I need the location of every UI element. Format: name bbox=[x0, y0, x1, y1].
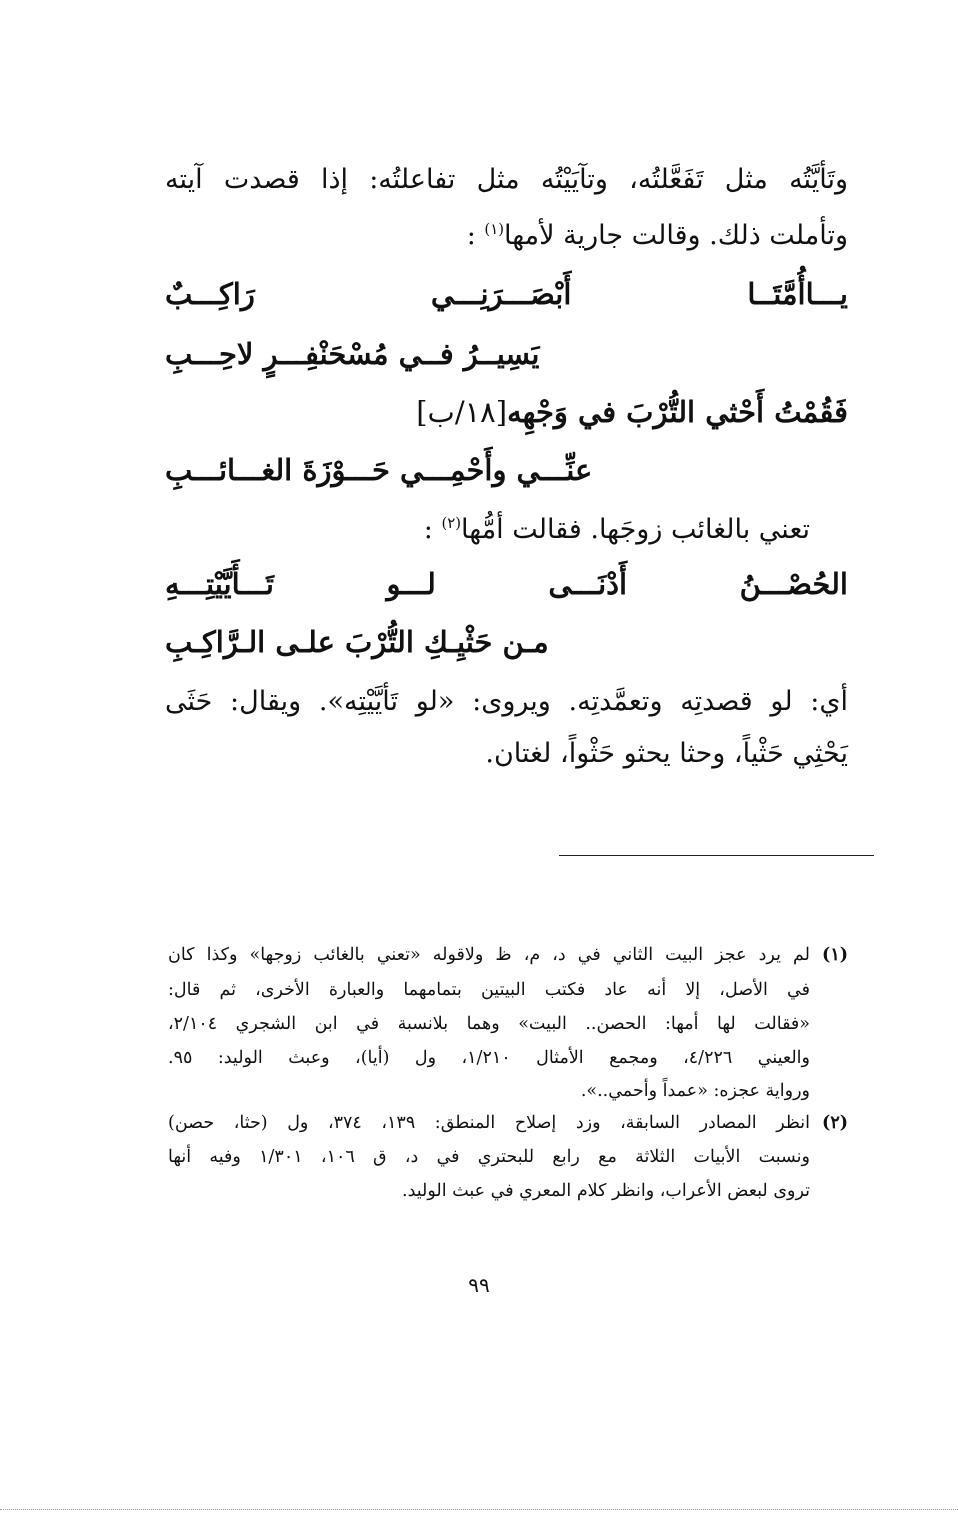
footnote-ref-2[interactable]: (٢) bbox=[441, 514, 462, 532]
footnote-1-line-4: والعيني ٤/٢٢٦، ومجمع الأمثال ١/٢١٠، ول (أيا)، وعبث الوليد: ٩٥. bbox=[168, 1048, 810, 1068]
footnote-number-2: (٢) bbox=[822, 1113, 848, 1133]
footnote-1-line-3: «فقالت لها أمها: الحصن.. البيت» وهما بلانسبة في ابن الشجري ٢/١٠٤، bbox=[168, 1014, 810, 1034]
scan-edge-divider bbox=[0, 1509, 958, 1510]
verse-line-5 bbox=[165, 562, 848, 606]
body-text: وتَأيَّتُه مثل تَفَعَّلتُه، وتآيَيْتُه مثل تفاعلتُه: إذا قصدت آيته bbox=[165, 164, 848, 195]
folio-reference: [١٨/ب] bbox=[416, 395, 508, 429]
verse-text: عنِّـــي وأَحْمِـــي حَـــوْزَةَ الغـــائـــبِ bbox=[165, 453, 593, 487]
body-line-2 bbox=[467, 216, 848, 256]
body-text: تعني بالغائب زوجَها. فقالت أمُّها bbox=[461, 514, 810, 545]
verse-line-3 bbox=[416, 390, 848, 434]
verse-line-4 bbox=[165, 448, 848, 492]
verse-text: يَسِيــرُ فــي مُسْحَنْفِـــرٍ لاحِـــبِ bbox=[165, 337, 540, 371]
footnote-2-line-2: ونسبت الأبيات الثلاثة مع رابع للبحتري في د، ق ١٠٦، ١/٣٠١ وفيه أنها bbox=[168, 1147, 810, 1167]
body-line-1 bbox=[165, 160, 848, 200]
verse-text: الحُصْـــنُ أَدْنَـــى لـــو تَـــأَيَّيْتِـــهِ bbox=[165, 567, 848, 601]
footnote-number-1: (١) bbox=[822, 945, 848, 965]
body-text: وتأملت ذلك. وقالت جارية لأمها bbox=[504, 220, 848, 251]
verse-text: فَقُمْتُ أَحْثي التُّرْبَ في وَجْهِه bbox=[507, 395, 848, 429]
body-line-4 bbox=[165, 682, 848, 722]
page-number: ٩٩ bbox=[468, 1273, 490, 1297]
body-line-3 bbox=[424, 510, 810, 550]
body-text: أي: لو قصدتِه وتعمَّدتِه. ويروى: «لو تَأيَّيْتِه». ويقال: حَثَى bbox=[165, 686, 848, 717]
footnote-separator bbox=[559, 855, 874, 856]
verse-text: يـــاأُمَّتَــا أَبْصَـــرَنِـــي رَاكِـــبٌ bbox=[165, 277, 848, 311]
verse-line-2 bbox=[165, 332, 848, 376]
footnote-2-line-1: انظر المصادر السابقة، وزد إصلاح المنطق: ١٣٩، ٣٧٤، ول (حثا، حصن) bbox=[168, 1113, 810, 1133]
footnote-ref-1[interactable]: (١) bbox=[484, 220, 504, 238]
body-text: يَحْثِي حَثْياً، وحثا يحثو حَثْواً، لغتان. bbox=[485, 738, 848, 769]
punctuation: : bbox=[423, 514, 442, 545]
verse-text: مـن حَثْيِـكِ التُّرْبَ علـى الـرَّاكِـبِ bbox=[165, 625, 549, 659]
punctuation: : bbox=[466, 220, 485, 251]
verse-line-1 bbox=[165, 272, 848, 316]
footnote-2-line-3: تروى لبعض الأعراب، وانظر كلام المعري في عبث الوليد. bbox=[402, 1181, 810, 1201]
footnote-1-line-1: لم يرد عجز البيت الثاني في د، م، ظ ولاقوله «تعني بالغائب زوجها» وكذا كان bbox=[168, 945, 810, 965]
verse-line-6 bbox=[165, 620, 848, 664]
footnote-1-line-2: في الأصل، إلا أنه عاد فكتب البيتين بتمامهما والعبارة الأخرى، ثم قال: bbox=[168, 980, 810, 1000]
body-line-5 bbox=[485, 734, 848, 774]
footnote-1-line-5: ورواية عجزه: «عمداً وأحمي..». bbox=[580, 1081, 810, 1101]
